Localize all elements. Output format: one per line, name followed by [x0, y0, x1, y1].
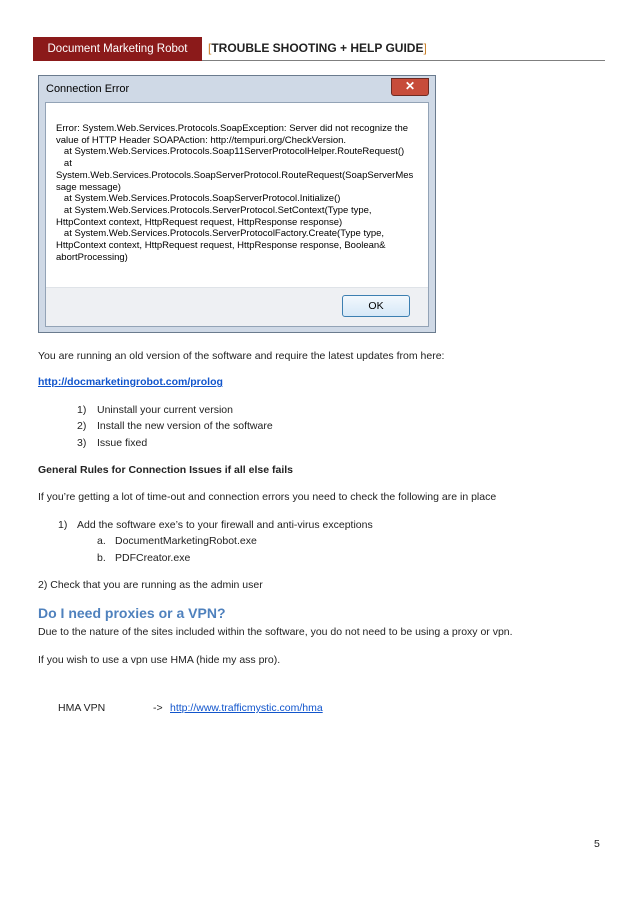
update-link[interactable]: http://docmarketingrobot.com/prolog — [38, 376, 223, 388]
exe-b-num: b. — [97, 552, 106, 564]
header-brand: Document Marketing Robot — [33, 37, 202, 61]
exe-a-num: a. — [97, 535, 106, 547]
dialog-body — [45, 102, 429, 327]
error-message: Error: System.Web.Services.Protocols.SoapException: Server did not recognize the value of HTTP Header SOAPAction: http://tempuri.org/CheckVersion. at System.Web.Services.Protocols.Soap11ServerProtocolHelper.RouteRequest() at System.Web.Services.Protocols.SoapServerProtocol.RouteRequest(SoapServerMes sage message) at System.Web.Services.Protocols.SoapServerProtocol.Initialize() at System.Web.Services.Protocols.ServerProtocol.SetContext(Type type, HttpContext context, HttpRequest request, HttpResponse response) at System.Web.Services.Protocols.ServerProtocolFactory.Create(Type type, HttpContext context, HttpRequest request, HttpResponse response, Boolean& abortProcessing) — [56, 123, 414, 263]
hma-label: HMA VPN — [58, 702, 106, 714]
rules-intro: If you’re getting a lot of time-out and connection errors you need to check the following are in place — [38, 491, 497, 503]
rule-1-num: 1) — [58, 519, 68, 531]
header-title-text: TROUBLE SHOOTING + HELP GUIDE — [211, 41, 424, 55]
bracket-open: [ — [208, 41, 212, 55]
step-1-num: 1) — [77, 404, 87, 416]
close-icon[interactable]: ✕ — [391, 78, 429, 96]
header-rule — [202, 60, 605, 61]
hma-arrow: -> — [153, 702, 163, 714]
header-title — [208, 41, 427, 55]
rule-1-text: Add the software exe’s to your firewall and anti-virus exceptions — [77, 519, 373, 531]
intro-text: You are running an old version of the software and require the latest updates from here: — [38, 350, 445, 362]
step-2-text: Install the new version of the software — [97, 420, 273, 432]
exe-b-text: PDFCreator.exe — [115, 552, 191, 564]
proxy-text: Due to the nature of the sites included within the software, you do not need to be using a proxy or vpn. — [38, 626, 513, 638]
step-3-num: 3) — [77, 437, 87, 449]
exe-a-text: DocumentMarketingRobot.exe — [115, 535, 257, 547]
page-number: 5 — [594, 838, 600, 850]
vpn-text: If you wish to use a vpn use HMA (hide my ass pro). — [38, 654, 281, 666]
step-2-num: 2) — [77, 420, 87, 432]
dialog-title: Connection Error — [46, 83, 130, 95]
bracket-close: ] — [423, 41, 427, 55]
dialog-footer — [46, 287, 428, 326]
hma-link[interactable]: http://www.trafficmystic.com/hma — [170, 702, 323, 714]
rule-2-text: 2) Check that you are running as the admin user — [38, 579, 263, 591]
rules-heading: General Rules for Connection Issues if all else fails — [38, 464, 293, 476]
step-3-text: Issue fixed — [97, 437, 148, 449]
step-1-text: Uninstall your current version — [97, 404, 233, 416]
ok-button[interactable]: OK — [342, 295, 410, 317]
proxy-heading: Do I need proxies or a VPN? — [38, 605, 226, 621]
connection-error-dialog-screenshot — [38, 75, 436, 333]
